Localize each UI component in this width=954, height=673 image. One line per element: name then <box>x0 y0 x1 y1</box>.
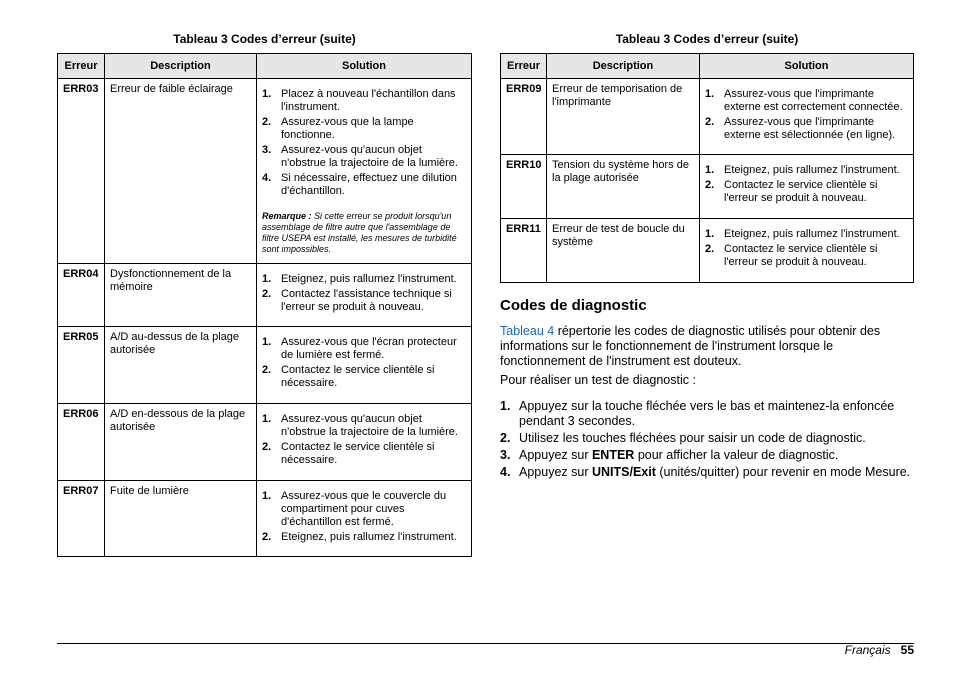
page-footer <box>845 643 914 657</box>
solution-step: 2. Contactez l'assistance technique si l'erreur se produit à nouveau. <box>262 288 452 313</box>
table-row-err05 <box>58 327 472 404</box>
solution-step: 1. Eteignez, puis rallumez l'instrument. <box>262 273 457 285</box>
error-solution <box>257 404 472 481</box>
table-row-err03 <box>58 79 472 264</box>
solution-step: 2. Contactez le service clientèle si l'erreur se produit à nouveau. <box>705 243 878 268</box>
error-description: A/D au-dessus de la plage autorisée <box>105 327 257 404</box>
error-solution <box>700 219 914 283</box>
error-code: ERR09 <box>501 79 547 155</box>
left-table-section <box>57 32 472 557</box>
error-code: ERR05 <box>58 327 105 404</box>
table-row-err04 <box>58 264 472 327</box>
diagnostic-steps <box>500 399 914 480</box>
solution-step: 1. Assurez-vous que l'écran protecteur de lumière est fermé. <box>262 336 457 361</box>
solution-step: 2. Contactez le service clientèle si nécessaire. <box>262 364 435 389</box>
header-description: Description <box>547 54 700 79</box>
right-table-section <box>500 32 914 283</box>
solution-step: 3. Assurez-vous qu'aucun objet n'obstrue la trajectoire de la lumière. <box>262 144 458 169</box>
solution-step: 1. Eteignez, puis rallumez l'instrument. <box>705 228 900 240</box>
error-solution <box>257 79 472 264</box>
error-solution <box>257 327 472 404</box>
header-erreur: Erreur <box>58 54 105 79</box>
header-solution: Solution <box>700 54 914 79</box>
solution-step: 4. Si nécessaire, effectuez une dilution d'échantillon. <box>262 172 457 197</box>
error-description: Tension du système hors de la plage autorisée <box>547 155 700 219</box>
error-description: Erreur de temporisation de l'imprimante <box>547 79 700 155</box>
diagnostic-section <box>500 297 914 482</box>
solution-step: 2. Contactez le service clientèle si nécessaire. <box>262 441 435 466</box>
solution-step: 2. Assurez-vous que l'imprimante externe est sélectionnée (en ligne). <box>705 116 896 141</box>
solution-step: 1. Assurez-vous qu'aucun objet n'obstrue la trajectoire de la lumière. <box>262 413 458 438</box>
table-row-err07 <box>58 481 472 557</box>
error-code: ERR07 <box>58 481 105 557</box>
table-row-err11 <box>501 219 914 283</box>
table-header-row <box>58 54 472 79</box>
error-code: ERR03 <box>58 79 105 264</box>
table-header-row <box>501 54 914 79</box>
right-table-caption: Tableau 3 Codes d’erreur (suite) <box>615 32 799 46</box>
error-description: Fuite de lumière <box>105 481 257 557</box>
list-item: 4. Appuyez sur UNITS/Exit (unités/quitter) pour revenir en mode Mesure. <box>500 465 911 479</box>
footer-language: Français <box>844 643 891 657</box>
error-solution <box>257 481 472 557</box>
header-solution: Solution <box>257 54 472 79</box>
list-item: 3. Appuyez sur ENTER pour afficher la valeur de diagnostic. <box>500 448 839 462</box>
footer-divider <box>57 643 914 644</box>
error-code: ERR06 <box>58 404 105 481</box>
list-item: 1. Appuyez sur la touche fléchée vers le bas et maintenez-la enfoncée pendant 3 secondes. <box>500 399 895 428</box>
error-solution <box>257 264 472 327</box>
table-4-link[interactable]: Tableau 4 <box>500 324 555 338</box>
header-description: Description <box>105 54 257 79</box>
table-row-err10 <box>501 155 914 219</box>
solution-step: 1. Placez à nouveau l'échantillon dans l'instrument. <box>262 88 456 113</box>
left-table-caption: Tableau 3 Codes d’erreur (suite) <box>173 32 356 46</box>
error-code: ERR11 <box>501 219 547 283</box>
table-row-err09 <box>501 79 914 155</box>
section-heading: Codes de diagnostic <box>500 297 647 314</box>
table-row-err06 <box>58 404 472 481</box>
error-description: Dysfonctionnement de la mémoire <box>105 264 257 327</box>
error-description: Erreur de faible éclairage <box>105 79 257 264</box>
solution-step: 1. Eteignez, puis rallumez l'instrument. <box>705 164 900 176</box>
solution-step: 1. Assurez-vous que l'imprimante externe est correctement connectée. <box>705 88 903 113</box>
error-description: A/D en-dessous de la plage autorisée <box>105 404 257 481</box>
page-number: 55 <box>900 643 914 657</box>
error-code: ERR10 <box>501 155 547 219</box>
error-code: ERR04 <box>58 264 105 327</box>
right-error-table <box>500 53 914 283</box>
error-solution <box>700 79 914 155</box>
left-error-table <box>57 53 472 557</box>
solution-step: 2. Eteignez, puis rallumez l'instrument. <box>262 531 457 543</box>
lead-paragraph: Pour réaliser un test de diagnostic : <box>500 373 696 387</box>
error-description: Erreur de test de boucle du système <box>547 219 700 283</box>
intro-paragraph: Tableau 4 répertorie les codes de diagnostic utilisés pour obtenir des informations sur le fonctionnement de l'instrument lorsque le fonctionnement de l'instrument est douteux. <box>500 324 881 368</box>
remark-note: Remarque : Si cette erreur se produit lorsqu'un assemblage de filtre autre que l'assemblage de filtre USEPA est installé, les mesures de turbidité sont impossibles. <box>262 211 457 254</box>
solution-step: 2. Contactez le service clientèle si l'erreur se produit à nouveau. <box>705 179 878 204</box>
solution-step: 2. Assurez-vous que la lampe fonctionne. <box>262 116 414 141</box>
error-solution <box>700 155 914 219</box>
header-erreur: Erreur <box>501 54 547 79</box>
solution-step: 1. Assurez-vous que le couvercle du compartiment pour cuves d'échantillon est fermé. <box>262 490 447 528</box>
list-item: 2. Utilisez les touches fléchées pour saisir un code de diagnostic. <box>500 431 866 445</box>
